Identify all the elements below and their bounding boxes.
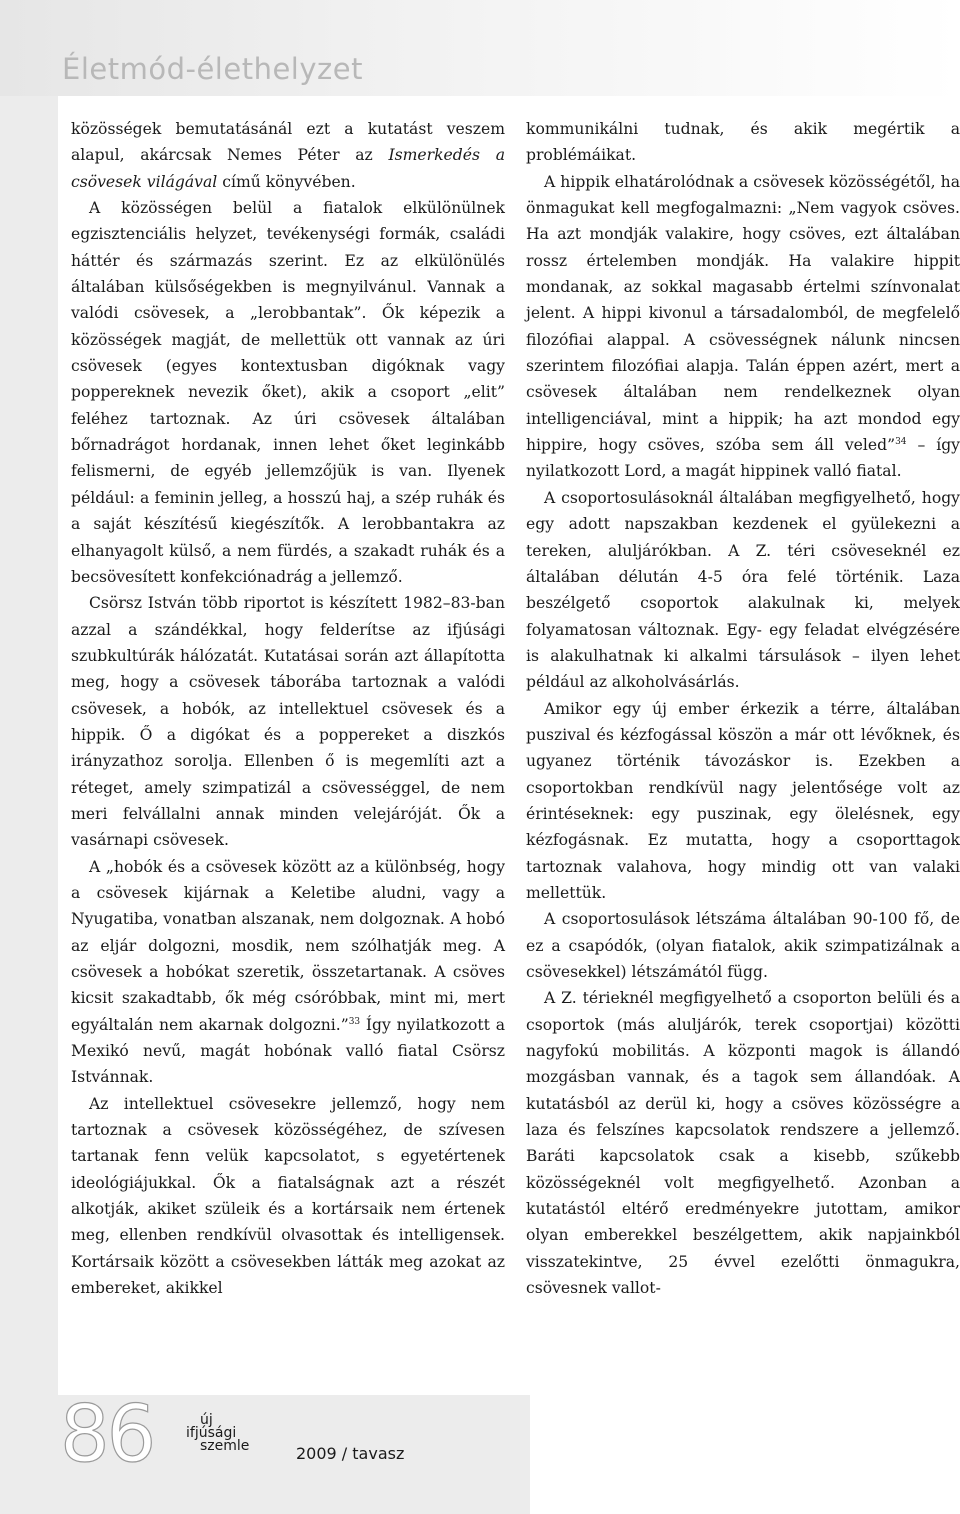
left-column <box>71 116 505 1301</box>
book-title: Ismerkedés a csövesek világával <box>71 146 505 191</box>
paragraph: A csoportosulásoknál általában megfigyelhető, hogy egy adott napszakban kezdenek el gyülekezni a tereken, aluljárókban. A Z. téri csöveseknél ez általában délután 4-5 óra felé történik. Laza beszélgető csoportok alakulnak ki, melyek folyamatosan változnak. Egy- egy feladat elvégzésére is alakulhatnak ki alkalmi társulások – ilyen lehet például az alkoholvásárlás. <box>526 488 960 692</box>
paragraph: A csoportosulások létszáma általában 90-100 fő, de ez a csapódók, (olyan fiatalok, akik szimpatizálnak a csövesekkel) létszámától függ. <box>526 910 960 981</box>
journal-logo <box>186 1414 286 1453</box>
journal-logo-line: szemle <box>200 1438 250 1454</box>
paragraph: A Z. térieknél megfigyelhető a csoporton belüli és a csoportok (más aluljárók, terek csoportjai) közötti nagyfokú mobilitás. A központi magok is állandó mozgásban vannak, és a tagok sem állandóak. A kutatásból az derül ki, hogy a csöves közösségre a laza és felszínes kapcsolatok rendszere a jellemző. Baráti kapcsolatok csak a kisebb, szűkebb közösségeknél volt megfigyelhető. Azonban a kutatástól eltérő eredményekre jutottam, amikor olyan emberekkel beszélgettem, akik napjainkból visszatekintve, 25 évvel ezelőtti önmagukra, csövesnek vallot- <box>526 989 960 1298</box>
journal-logo-line: új <box>200 1412 213 1428</box>
paragraph: Csörsz István több riportot is készített 1982–83-ban azzal a szándékkal, hogy felderítse az ifjúsági szubkultúrák hálózatát. Kutatásai során azt állapította meg, hogy a csövesek táborába tartoznak a valódi csövesek, a hobók, az intellektuel csövesek és a hippik. Ő a digókat és a poppereket a diszkós irányzathoz sorolja. Ellenben ő is megemlíti azt a réteget, amely szimpatizál a csövességgel, de nem meri felvállalni annak minden velejáróját. Ők a vasárnapi csövesek. <box>71 594 505 850</box>
right-column <box>526 116 960 1301</box>
paragraph: A közösségen belül a fiatalok elkülönülnek egzisztenciális helyzet, tevékenységi formák, családi háttér és származás szerint. Ez az elkülönülés általában külsőségekben is megnyilvánul. Vannak a valódi csövesek, a „lerobbantak”. Ők képezik a közösségek magját, de mellettük ott vannak az úri csövesek (egyes kontextusban digóknak vagy poppereknek nevezik őket), akik a csoport „elit” feléhez tartoznak. Az úri csövesek általában bőrnadrágot hordanak, innen lehet őket leginkább felismerni, de egyéb jellemzőjük is van. Ilyenek például: a feminin jelleg, a hosszú haj, a szép ruhák és a saját készítésű kiegészítők. A lerobbantakra az elhanyagolt külső, a nem fürdés, a szakadt ruhák és a becsövesített konfekciónadrág a jellemző. <box>71 199 505 586</box>
section-title: Életmód-élethelyzet <box>62 52 363 86</box>
paragraph: kommunikálni tudnak, és akik megértik a problémáikat. <box>526 120 960 165</box>
journal-logo-line: ifjúsági <box>186 1425 237 1441</box>
paragraph: közösségek bemutatásánál ezt a kutatást veszem alapul, akárcsak Nemes Péter az Ismerkedés a csövesek világával című könyvében. <box>71 120 505 191</box>
paragraph: Amikor egy új ember érkezik a térre, általában puszival és kézfogással köszön a már ott lévőknek, és ugyanez történik távozáskor is. Ezekben a csoportokban rendkívül nagy jelentősége volt az érintéseknek: egy puszinak, egy ölelésnek, egy kézfogásnak. Ez mutatta, hogy a csoporttagok tartoznak valahova, hogy mindig ott van valaki mellettük. <box>526 699 960 902</box>
page-number: 86 <box>60 1390 154 1480</box>
footnote-ref-34[interactable]: 34 <box>895 436 907 447</box>
issue-date: 2009 / tavasz <box>296 1444 405 1463</box>
page-margin-band <box>0 0 58 1514</box>
footnote-ref-33[interactable]: 33 <box>348 1016 361 1027</box>
paragraph: A hippik elhatárolódnak a csövesek közösségétől, ha önmagukat kell megfogalmazni: „Nem vagyok csöves. Ha azt mondják valakire, hogy csöves, ezt általában rossz értelemben mondják. Ha valakire hippit mondanak, az sokkal magasabb értelmi színvonalat jelent. A hippi kivonul a társadalomból, de megfelelő filozófiai alappal. A csövességnek nálunk nincsen szerintem filozófiai alapja. Talán éppen azért, mert a csövesek általában nem rendelkeznek olyan intelligenciával, mint a hippik; ha azt mondod egy hippire, hogy csöves, szóba sem áll veled”$^{34}$ – így nyilatkozott Lord, a magát hippinek valló fiatal. <box>526 172 960 481</box>
paragraph: A „hobók és a csövesek között az a különbség, hogy a csövesek kijárnak a Keletibe aludni, vagy a Nyugatiba, vonatban alszanak, nem dolgoznak. A hobó az eljár dolgozni, mosdik, nem szólhatják meg. A csövesek a hobókat szeretik, összetartanak. A csöves kicsit szakadtabb, ők még csóróbbak, mint mi, mert egyáltalán nem akarnak dolgozni.”$^{33}$ Így nyilatkozott a Mexikó nevű, magát hobónak valló fiatal Csörsz Istvánnak. <box>71 857 505 1087</box>
paragraph: Az intellektuel csövesekre jellemző, hogy nem tartoznak a csövesek közösségéhez, de szívesen tartanak fenn velük kapcsolatot, s egyetértenek ideológiájukkal. Ők a fiatalságnak azt a részét alkotják, akiket szüleik és a kortársaik nem értenek meg, ellenben rendkívül olvasottak és intelligensek. Kortársaik között a csövesekben látták meg azokat az embereket, akikkel <box>71 1094 505 1298</box>
